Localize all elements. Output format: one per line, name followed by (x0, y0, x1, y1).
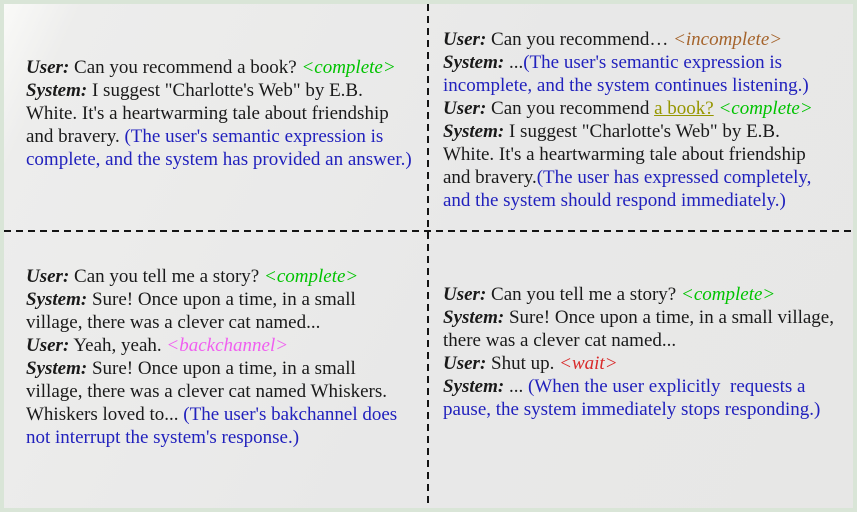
dialogue-line (26, 56, 430, 79)
state-tag-wait: <wait> (559, 353, 618, 374)
state-tag-incomplete: <incomplete> (673, 29, 783, 50)
utterance-text: village, there was a clever cat named Whiskers. (26, 381, 388, 402)
utterance-text: Sure! Once upon a time, in a small (87, 289, 356, 310)
speaker-label: System: (443, 307, 505, 328)
state-tag-complete: <complete> (681, 284, 776, 305)
dialogue-line (26, 125, 430, 148)
state-tag-complete: <complete> (264, 266, 359, 287)
dialogue-line (26, 79, 430, 102)
utterance-text: Can you recommend (486, 98, 655, 119)
speaker-label: System: (26, 289, 88, 310)
dialogue-line (443, 97, 857, 120)
dialogue-line (443, 166, 857, 189)
system-note: (The user's semantic expression is (124, 126, 384, 147)
quadrant-complete-example (26, 56, 430, 171)
dialogue-line (443, 398, 857, 421)
state-tag-complete: <complete> (718, 98, 813, 119)
utterance-text: there was a clever cat named... (443, 330, 677, 351)
system-note: (The user has expressed completely, (536, 167, 812, 188)
utterance-text: Can you recommend… (486, 29, 674, 50)
system-note: and the system should respond immediately.) (443, 190, 786, 211)
dialogue-line (26, 403, 430, 426)
dialogue-line (443, 283, 857, 306)
utterance-text: White. It's a heartwarming tale about friendship (26, 103, 389, 124)
quadrant-backchannel-example (26, 265, 430, 449)
dialogue-line (443, 143, 857, 166)
dialogue-line (443, 189, 857, 212)
dialogue-line (26, 426, 430, 449)
utterance-text: White. It's a heartwarming tale about friendship (443, 144, 806, 165)
highlighted-utterance: a book? (654, 98, 714, 119)
dialogue-line (26, 265, 430, 288)
state-tag-backchannel: <backchannel> (166, 335, 289, 356)
dialogue-line (26, 380, 430, 403)
dialogue-line (443, 329, 857, 352)
dialogue-line (443, 375, 857, 398)
system-note: (When the user explicitly requests a (527, 376, 806, 397)
state-tag-complete: <complete> (301, 57, 396, 78)
utterance-text: and bravery. (26, 126, 125, 147)
dialogue-line (26, 334, 430, 357)
utterance-text: Shut up. (486, 353, 560, 374)
speaker-label: User: (26, 57, 70, 78)
quadrant-incomplete-example (443, 28, 857, 212)
utterance-text: Can you tell me a story? (69, 266, 264, 287)
utterance-text: village, there was a clever cat named... (26, 312, 321, 333)
speaker-label: System: (26, 358, 88, 379)
utterance-text: I suggest "Charlotte's Web" by E.B. (504, 121, 780, 142)
system-note: incomplete, and the system continues listening.) (443, 75, 809, 96)
utterance-text: Can you recommend a book? (69, 57, 302, 78)
dialogue-line (443, 51, 857, 74)
system-note: (The user's semantic expression is (523, 52, 783, 73)
speaker-label: User: (443, 353, 487, 374)
dialogue-line (26, 148, 430, 171)
speaker-label: User: (26, 335, 70, 356)
speaker-label: System: (443, 376, 505, 397)
quadrant-wait-example (443, 283, 857, 421)
dialogue-line (26, 288, 430, 311)
utterance-text: ... (504, 376, 528, 397)
dialogue-line (26, 102, 430, 125)
speaker-label: System: (26, 80, 88, 101)
horizontal-dashed-divider (4, 230, 853, 232)
utterance-text: Sure! Once upon a time, in a small (87, 358, 356, 379)
system-note: (The user's bakchannel does (183, 404, 398, 425)
system-note: not interrupt the system's response.) (26, 427, 300, 448)
utterance-text: ... (504, 52, 524, 73)
dialogue-line (443, 28, 857, 51)
utterance-text: and bravery. (443, 167, 537, 188)
dialogue-line (26, 357, 430, 380)
speaker-label: System: (443, 52, 505, 73)
speaker-label: User: (443, 284, 487, 305)
speaker-label: User: (443, 29, 487, 50)
dialogue-line (443, 74, 857, 97)
utterance-text: Sure! Once upon a time, in a small village, (504, 307, 834, 328)
dialogue-line (26, 311, 430, 334)
utterance-text: Can you tell me a story? (486, 284, 681, 305)
dialogue-line (443, 306, 857, 329)
utterance-text: I suggest "Charlotte's Web" by E.B. (87, 80, 363, 101)
speaker-label: System: (443, 121, 505, 142)
system-note: complete, and the system has provided an answer.) (26, 149, 412, 170)
speaker-label: User: (443, 98, 487, 119)
dialogue-line (443, 352, 857, 375)
utterance-text: Whiskers loved to... (26, 404, 184, 425)
speaker-label: User: (26, 266, 70, 287)
utterance-text: Yeah, yeah. (69, 335, 167, 356)
system-note: pause, the system immediately stops responding.) (443, 399, 821, 420)
dialogue-line (443, 120, 857, 143)
